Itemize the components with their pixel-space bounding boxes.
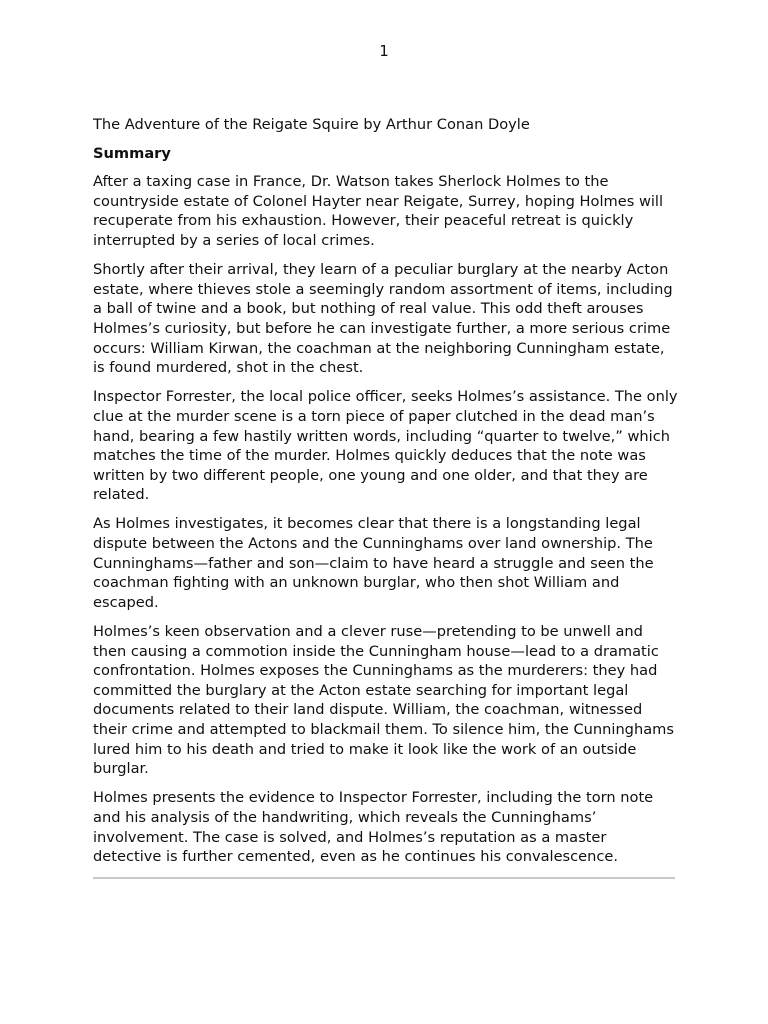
summary-paragraph: Inspector Forrester, the local police officer, seeks Holmes’s assistance. The only clue at the murder scene is a torn piece of paper clutched in the dead man’s hand, bearing a few hastily written words, including “quarter to twelve,” which matches the time of the murder. Holmes quickly deduces that the note was written by two different people, one young and one older, and that they are related. (93, 388, 678, 504)
summary-paragraph: As Holmes investigates, it becomes clear that there is a longstanding legal dispute between the Actons and the Cunninghams over land ownership. The Cunninghams—father and son—claim to have heard a struggle and seen the coachman fighting with an unknown burglar, who then shot William and escaped. (93, 515, 654, 611)
section-heading-summary: Summary (93, 144, 171, 162)
summary-paragraph: Shortly after their arrival, they learn of a peculiar burglary at the nearby Acton estate, where thieves stole a seemingly random assortment of items, including a ball of twine and a book, but nothing of real value. This odd theft arouses Holmes’s curiosity, but before he can investigate further, a more serious crime occurs: William Kirwan, the coachman at the neighboring Cunningham estate, is found murdered, shot in the chest. (93, 261, 673, 377)
summary-paragraph: After a taxing case in France, Dr. Watson takes Sherlock Holmes to the countryside estate of Colonel Hayter near Reigate, Surrey, hoping Holmes will recuperate from his exhaustion. However, their peaceful retreat is quickly interrupted by a series of local crimes. (93, 173, 664, 249)
document-body (93, 115, 678, 879)
summary-paragraph: Holmes presents the evidence to Inspector Forrester, including the torn note and his analysis of the handwriting, which reveals the Cunninghams’ involvement. The case is solved, and Holmes’s reputation as a master detective is further cemented, even as he continues his convalescence. (93, 789, 654, 866)
document-title: The Adventure of the Reigate Squire by Arthur Conan Doyle (93, 116, 530, 133)
summary-paragraph: Holmes’s keen observation and a clever ruse—pretending to be unwell and then causing a commotion inside the Cunningham house—lead to a dramatic confrontation. Holmes exposes the Cunninghams as the murderers: they had committed the burglary at the Acton estate searching for important legal documents related to their land dispute. William, the coachman, witnessed their crime and attempted to blackmail them. To silence him, the Cunninghams lured him to his death and tried to make it look like the work of an outside burglar. (93, 623, 674, 778)
horizontal-divider (93, 877, 675, 879)
page-number: 1 (379, 42, 389, 60)
